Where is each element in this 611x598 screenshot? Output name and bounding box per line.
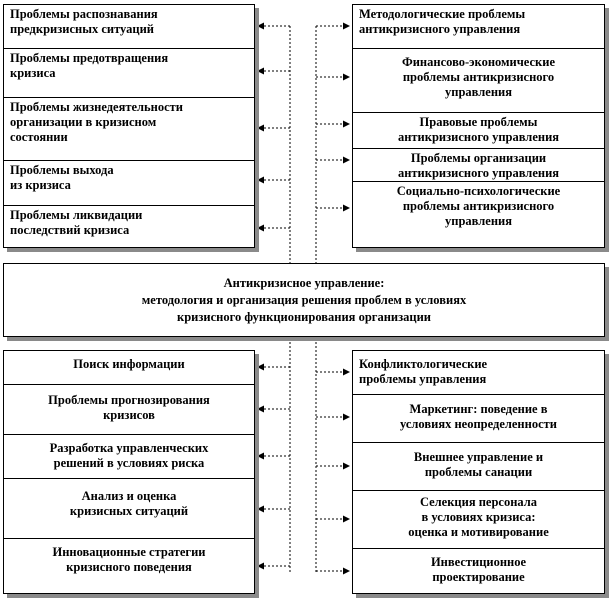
br-item-3: Внешнее управление и проблемы санации	[353, 443, 604, 491]
bl-item-2: Проблемы прогнозирования кризисов	[4, 385, 254, 435]
br-item-4: Селекция персонала в условиях кризиса: оценка и мотивирование	[353, 491, 604, 549]
bl-item-1: Поиск информации	[4, 351, 254, 385]
tr-item-3: Правовые проблемы антикризисного управления	[353, 113, 604, 149]
central-box	[3, 263, 605, 337]
bl-item-4: Анализ и оценка кризисных ситуаций	[4, 479, 254, 539]
tr-item-1: Методологические проблемы антикризисного управления	[353, 5, 604, 49]
tl-item-4: Проблемы выхода из кризиса	[4, 161, 254, 206]
tl-item-5: Проблемы ликвидации последствий кризиса	[10, 208, 143, 237]
br-item-2: Маркетинг: поведение в условиях неопределенности	[353, 395, 604, 443]
tl-item-3: Проблемы жизнедеятельности организации в кризисном состоянии	[4, 98, 254, 161]
tr-item-4: Проблемы организации антикризисного управления	[353, 149, 604, 182]
central-title: Антикризисное управление: методология и организация решения проблем в условиях кризисного функционирования организации	[141, 275, 467, 324]
br-item-5: Инвестиционное проектирование	[430, 555, 527, 584]
bottom-right-group	[352, 350, 605, 594]
tr-item-2: Финансово-экономические проблемы антикризисного управления	[353, 49, 604, 113]
bottom-left-group	[3, 350, 255, 594]
tl-item-1: Проблемы распознавания предкризисных ситуаций	[4, 5, 254, 49]
tr-item-5: Социально-психологические проблемы антикризисного управления	[396, 184, 561, 228]
top-left-group	[3, 4, 255, 248]
br-item-1: Конфликтологические проблемы управления	[353, 351, 604, 395]
tl-item-2: Проблемы предотвращения кризиса	[4, 49, 254, 98]
top-right-group	[352, 4, 605, 248]
bl-item-5: Инновационные стратегии кризисного поведения	[52, 545, 206, 574]
bl-item-3: Разработка управленческих решений в условиях риска	[4, 435, 254, 479]
